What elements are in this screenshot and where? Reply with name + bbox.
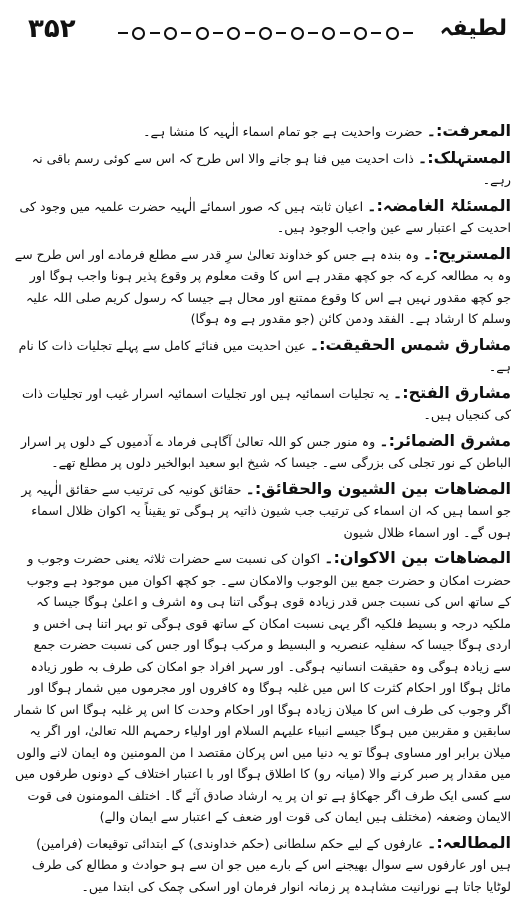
entry-text: اکوان کی نسبت سے حضرات ثلاثہ یعنی حضرت وجوب و حضرت امکان و حضرت جمع بین الوجوب والامکان سے۔ جو کچھ اکوان میں موجود ہے وجوب کے ساتھ اس کی نسبت جس قدر زیادہ قوی ہوگی اتنا ہی وہ اشرف و اعلیٰ ہوگا جیسا کہ ملکیہ درجہ و بسیط فلکیہ اگر یہی نسبت امکان کے ساتھ قوی ہوگی تو بہر اتنا ہی اخس و اردی ہوگا جیسا کہ سفلیہ عنصریہ و البسیط و مرکب ہوگا اور جس کی نسبت حضرت جمع سے زیادہ ہوگی وہ حقیقت انسانیہ ہوگی۔ اور سہر افراد جو امکان کی طرف بہ طور زیادہ مائل ہوگا اور احکام کثرت کا اس میں غلبہ ہوگا وہ کافروں اور مجرموں میں شمار ہوگا اور اگر وجوب کی طرف اس کا میلان زیادہ ہوگا اور احکام وحدت کا اس پر غلبہ ہوگا اس کا شمار سابقین و مقربین میں ہوگا جیسے انبیاء علیہم السلام اور اولیاء رحمہم اللہ تعالیٰ، اور اگر یہ میلان برابر اور مساوی ہوگا تو یہ دنیا میں اس پرکان مقتصد ا من المومنین وہ ایمان لانے والوں میں مقدار پر صبر کرنے والا (میانہ رو) کا اطلاق ہوگا اور با اعتبار اختلاف کے دونوں طرفوں میں سے کسی ایک طرف اگر جھکاؤ ہے تو ان پر یہ ارشاد صادق آئے گا۔ اختلف المومنون فی قوت الایمان وضعفہ (مختلف ہیں ایمان کی قوت اور ضعف کے اعتبار سے ایمان والے) [14, 551, 511, 824]
entry-term: المسئلۃ الغامضہ:۔ [367, 195, 511, 215]
main-text [14, 120, 511, 901]
entry-masala-ghamiza [14, 195, 511, 239]
entry-text: عارفوں کے لیے حکم سلطانی (حکم خداوندی) کے ابتدائی توقیعات (فرامین) ہیں اور عارفوں سے سوال بھیجنے اس کے بارے میں جو ان سے ہو حوادث و مطالع کی طرف لوٹایا جاتا ہے نورانیت مشاہدہ پر زمانہ انوار فرمان اور اسکی چمک کی ابتدا میں۔ [31, 835, 511, 894]
chapter-title: لطیفہ [439, 16, 507, 41]
entry-term: المستریح:۔ [422, 243, 511, 263]
page-header [0, 14, 525, 54]
entry-text: یہ تجلیات اسمائیہ ہیں اور تجلیات اسمائیہ اسرار غیب اور تجلیات ذات کی کنجیاں ہیں۔ [21, 385, 511, 422]
page-number: ۳۵۲ [28, 14, 76, 44]
entry-muzahat-shuyun [14, 478, 511, 544]
entry-text: وہ منور جس کو اللہ تعالیٰ آگاہی فرماد ے آدمیوں کے دلوں پر اسرار الباطن کے نور تجلی کی بزرگی سے۔ جیسا کہ شیخ ابو سعید ابوالخیر دلوں پر مطلع تھے۔ [20, 433, 511, 470]
entry-term: المضاهات بین الاکوان:۔ [324, 548, 511, 567]
entry-term: المعرفت:۔ [426, 121, 511, 140]
entry-text: حضرت واحدیت ہے جو تمام اسماء الٰہیہ کا منشا ہے۔ [143, 124, 423, 139]
entry-mashriq-zamair [14, 430, 511, 474]
entry-mashariq-shams [14, 334, 511, 378]
entry-term: مشارق شمس الحقیقت:۔ [309, 334, 511, 354]
entry-term: المطالعہ:۔ [427, 832, 511, 852]
entry-text: عین احدیت میں فنائے کامل سے پہلے تجلیات ذات کا نام ہے۔ [18, 337, 511, 374]
entry-muzahat-akwan [14, 547, 511, 828]
entry-term: المضاهات بین الشیون والحقائق:۔ [245, 478, 511, 498]
entry-mashariq-fath [14, 382, 511, 426]
entry-mustarih [14, 243, 511, 330]
entry-text: وہ بندہ ہے جس کو خداوند تعالیٰ سرِ قدر سے مطلع فرمادے اور اس طرح سے وہ بہ مطالعہ کرے کہ جو کچھ مقدر ہے اس کا وقت معلوم پر وقوع پذیر ہونا واجب ہوگا اور جو کچھ مقدور نہیں ہے اس کا وقوع ممتنع اور محال ہے جیسا کہ رسول کریم صلی اللہ علیہ وسلم کا ارشاد ہے۔ الفقد ودمن کائن (جو مقدور ہے وہ ہوگا) [14, 246, 511, 326]
header-ornament [118, 24, 413, 42]
entry-term: مشارق الفتح:۔ [392, 382, 511, 402]
entry-mustahlik [14, 147, 511, 191]
entry-term: المستہلک:۔ [417, 147, 511, 167]
entry-mutalaa [14, 832, 511, 898]
entry-term: مشرق الضمائر:۔ [379, 430, 511, 450]
entry-marifat [14, 120, 511, 143]
entry-text: حقائق کونیہ کی ترتیب سے حقائق الٰہیہ پر جو اسما ہیں کہ ان اسماء کی ترتیب جب شیون ذاتیہ پر ہوگی تو یقیناً یہ اکوان ظلال اسماء ہوں گے۔ اور اسماء ظلال شیون [21, 481, 511, 540]
entry-text: ذات احدیت میں فنا ہو جانے والا اس طرح کہ اس سے کوئی رسم باقی نہ رہے۔ [31, 150, 511, 187]
entry-text: اعیان ثابتہ ہیں کہ صور اسمائے الٰہیہ حضرت علمیہ میں وجود کی احدیت کے اعتبار سے عین واجب الوجود ہیں۔ [19, 198, 511, 235]
